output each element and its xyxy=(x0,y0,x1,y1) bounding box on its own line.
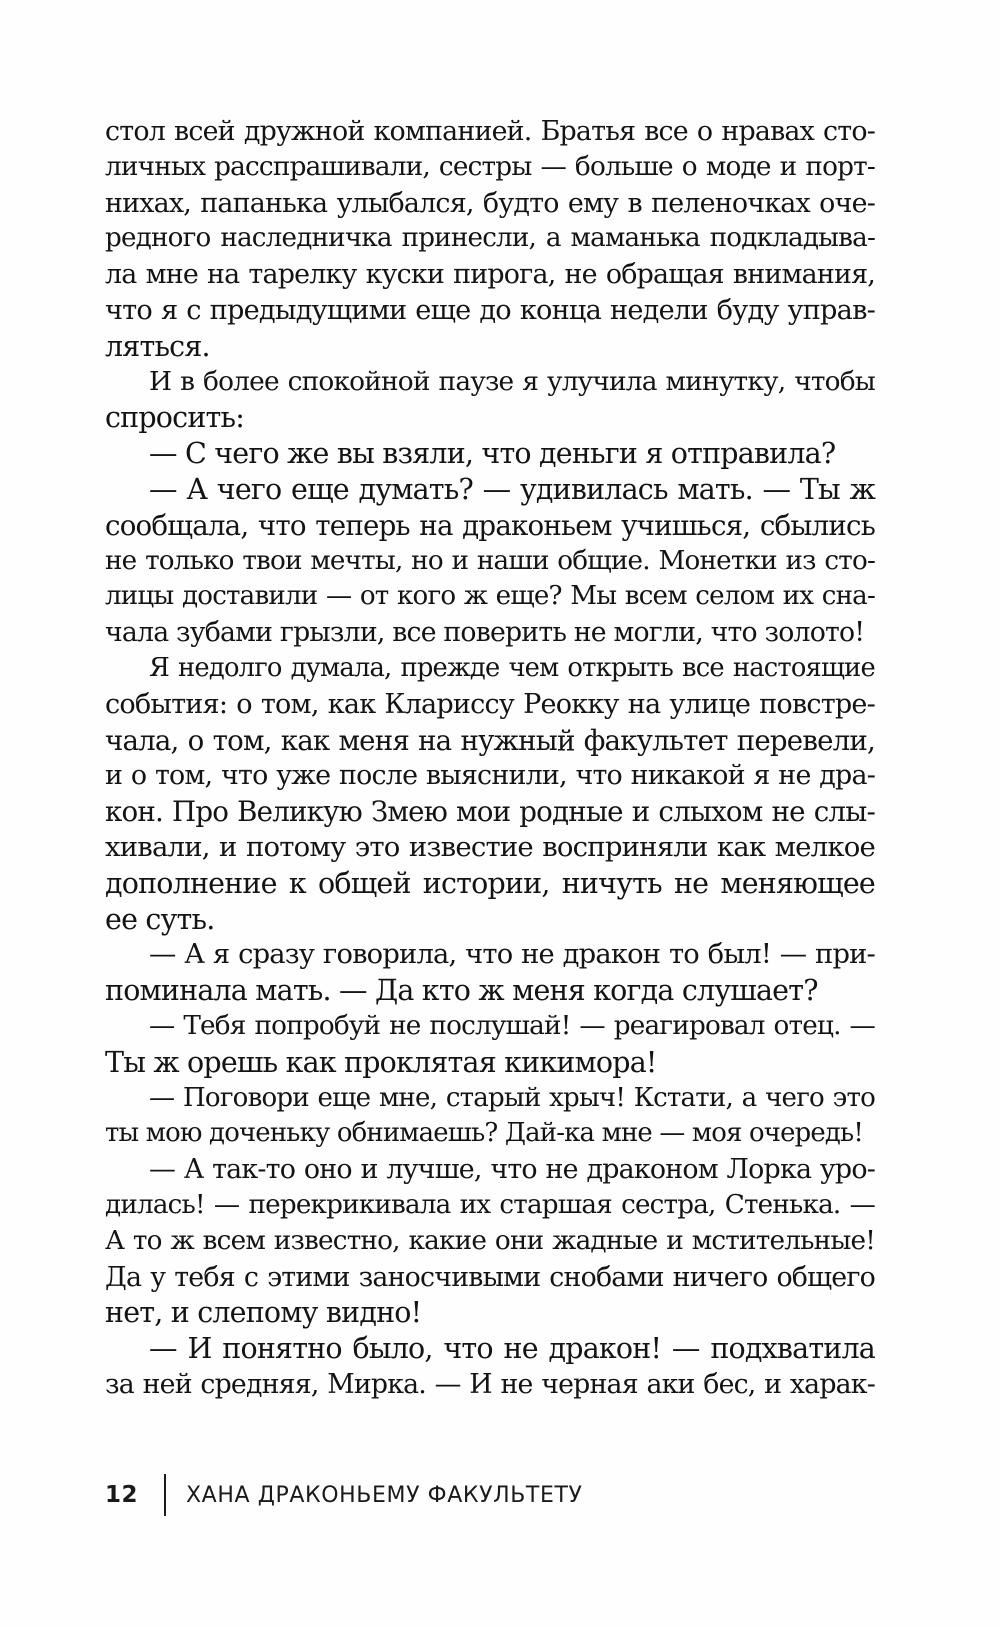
text-line: дополнение к общей истории, ничуть не меняющее xyxy=(105,866,875,900)
text-line: ла мне на тарелку куски пирога, не обращая внимания, xyxy=(105,259,875,291)
text-line: спросить: xyxy=(105,401,245,435)
text-line: — Поговори еще мне, старый хрыч! Кстати, а чего это xyxy=(149,1082,875,1113)
text-line: стол всей дружной компанией. Братья все о нравах сто- xyxy=(105,116,875,147)
text-line: редного наследничка принесли, а маманька подкладыва- xyxy=(105,223,875,254)
text-line: чала, о том, как меня на нужный факультет перевели, xyxy=(105,723,875,757)
text-line: ляться. xyxy=(105,329,210,363)
text-line: не только твои мечты, но и наши общие. Монетки из сто- xyxy=(105,545,875,576)
text-line: чала зубами грызли, все поверить не могли, что золото! xyxy=(105,617,865,649)
text-line: хивали, и потому это известие восприняли как мелкое xyxy=(105,830,875,863)
text-line: нет, и слепому видно! xyxy=(105,1296,422,1330)
text-line: лицы доставили — от кого ж еще? Мы всем селом их сна- xyxy=(105,581,875,612)
text-line: сообщала, что теперь на драконьем учишься, сбылись xyxy=(105,508,875,542)
text-line: Я недолго думала, прежде чем открыть все настоящие xyxy=(149,652,875,683)
text-line: личных расспрашивали, сестры — больше о моде и порт- xyxy=(105,151,875,182)
text-line: и о том, что уже после выяснили, что никакой я не дра- xyxy=(105,760,875,792)
page-body-text xyxy=(105,114,875,1403)
text-line: — А я сразу говорила, что не дракон то был! — при- xyxy=(149,939,875,971)
text-line: — С чего же вы взяли, что деньги я отправила? xyxy=(149,437,836,471)
footer-divider xyxy=(164,1474,166,1516)
running-title: ХАНА ДРАКОНЬЕМУ ФАКУЛЬТЕТУ xyxy=(186,1482,583,1508)
page-footer xyxy=(105,1474,583,1516)
text-line: что я с предыдущими еще до конца недели буду управ- xyxy=(105,294,875,326)
text-line: — Тебя попробуй не послушай! — реагировал отец. — xyxy=(149,1010,875,1041)
text-line: кон. Про Великую Змею мои родные и слыхом не слы- xyxy=(105,795,875,829)
text-line: — А чего еще думать? — удивилась мать. — Ты ж xyxy=(149,472,875,506)
text-line: — И понятно было, что не дракон! — подхватила xyxy=(149,1332,875,1366)
text-line: поминала мать. — Да кто ж меня когда слушает? xyxy=(105,974,818,1008)
text-line: Да у тебя с этими заносчивыми снобами ничего общего xyxy=(105,1261,875,1293)
page-number: 12 xyxy=(105,1482,139,1508)
text-line: ее суть. xyxy=(105,902,215,936)
text-line: — А так-то оно и лучше, что не драконом Лорка уро- xyxy=(149,1154,875,1186)
text-line: события: о том, как Клариссу Реокку на улице повстре- xyxy=(105,688,875,720)
text-line: И в более спокойной паузе я улучила минутку, чтобы xyxy=(149,366,875,397)
text-line: дилась! — перекрикивала их старшая сестра, Стенька. — xyxy=(105,1189,875,1220)
text-line: за ней средняя, Мирка. — И не черная аки бес, и харак- xyxy=(105,1368,875,1400)
text-line: ты мою доченьку обнимаешь? Дай-ка мне — моя очередь! xyxy=(105,1118,863,1149)
text-line: Ты ж орешь как проклятая кикимора! xyxy=(105,1045,657,1079)
text-line: нихах, папанька улыбался, будто ему в пеленочках оче- xyxy=(105,187,875,219)
text-line: А то ж всем известно, какие они жадные и мстительные! xyxy=(105,1225,875,1256)
